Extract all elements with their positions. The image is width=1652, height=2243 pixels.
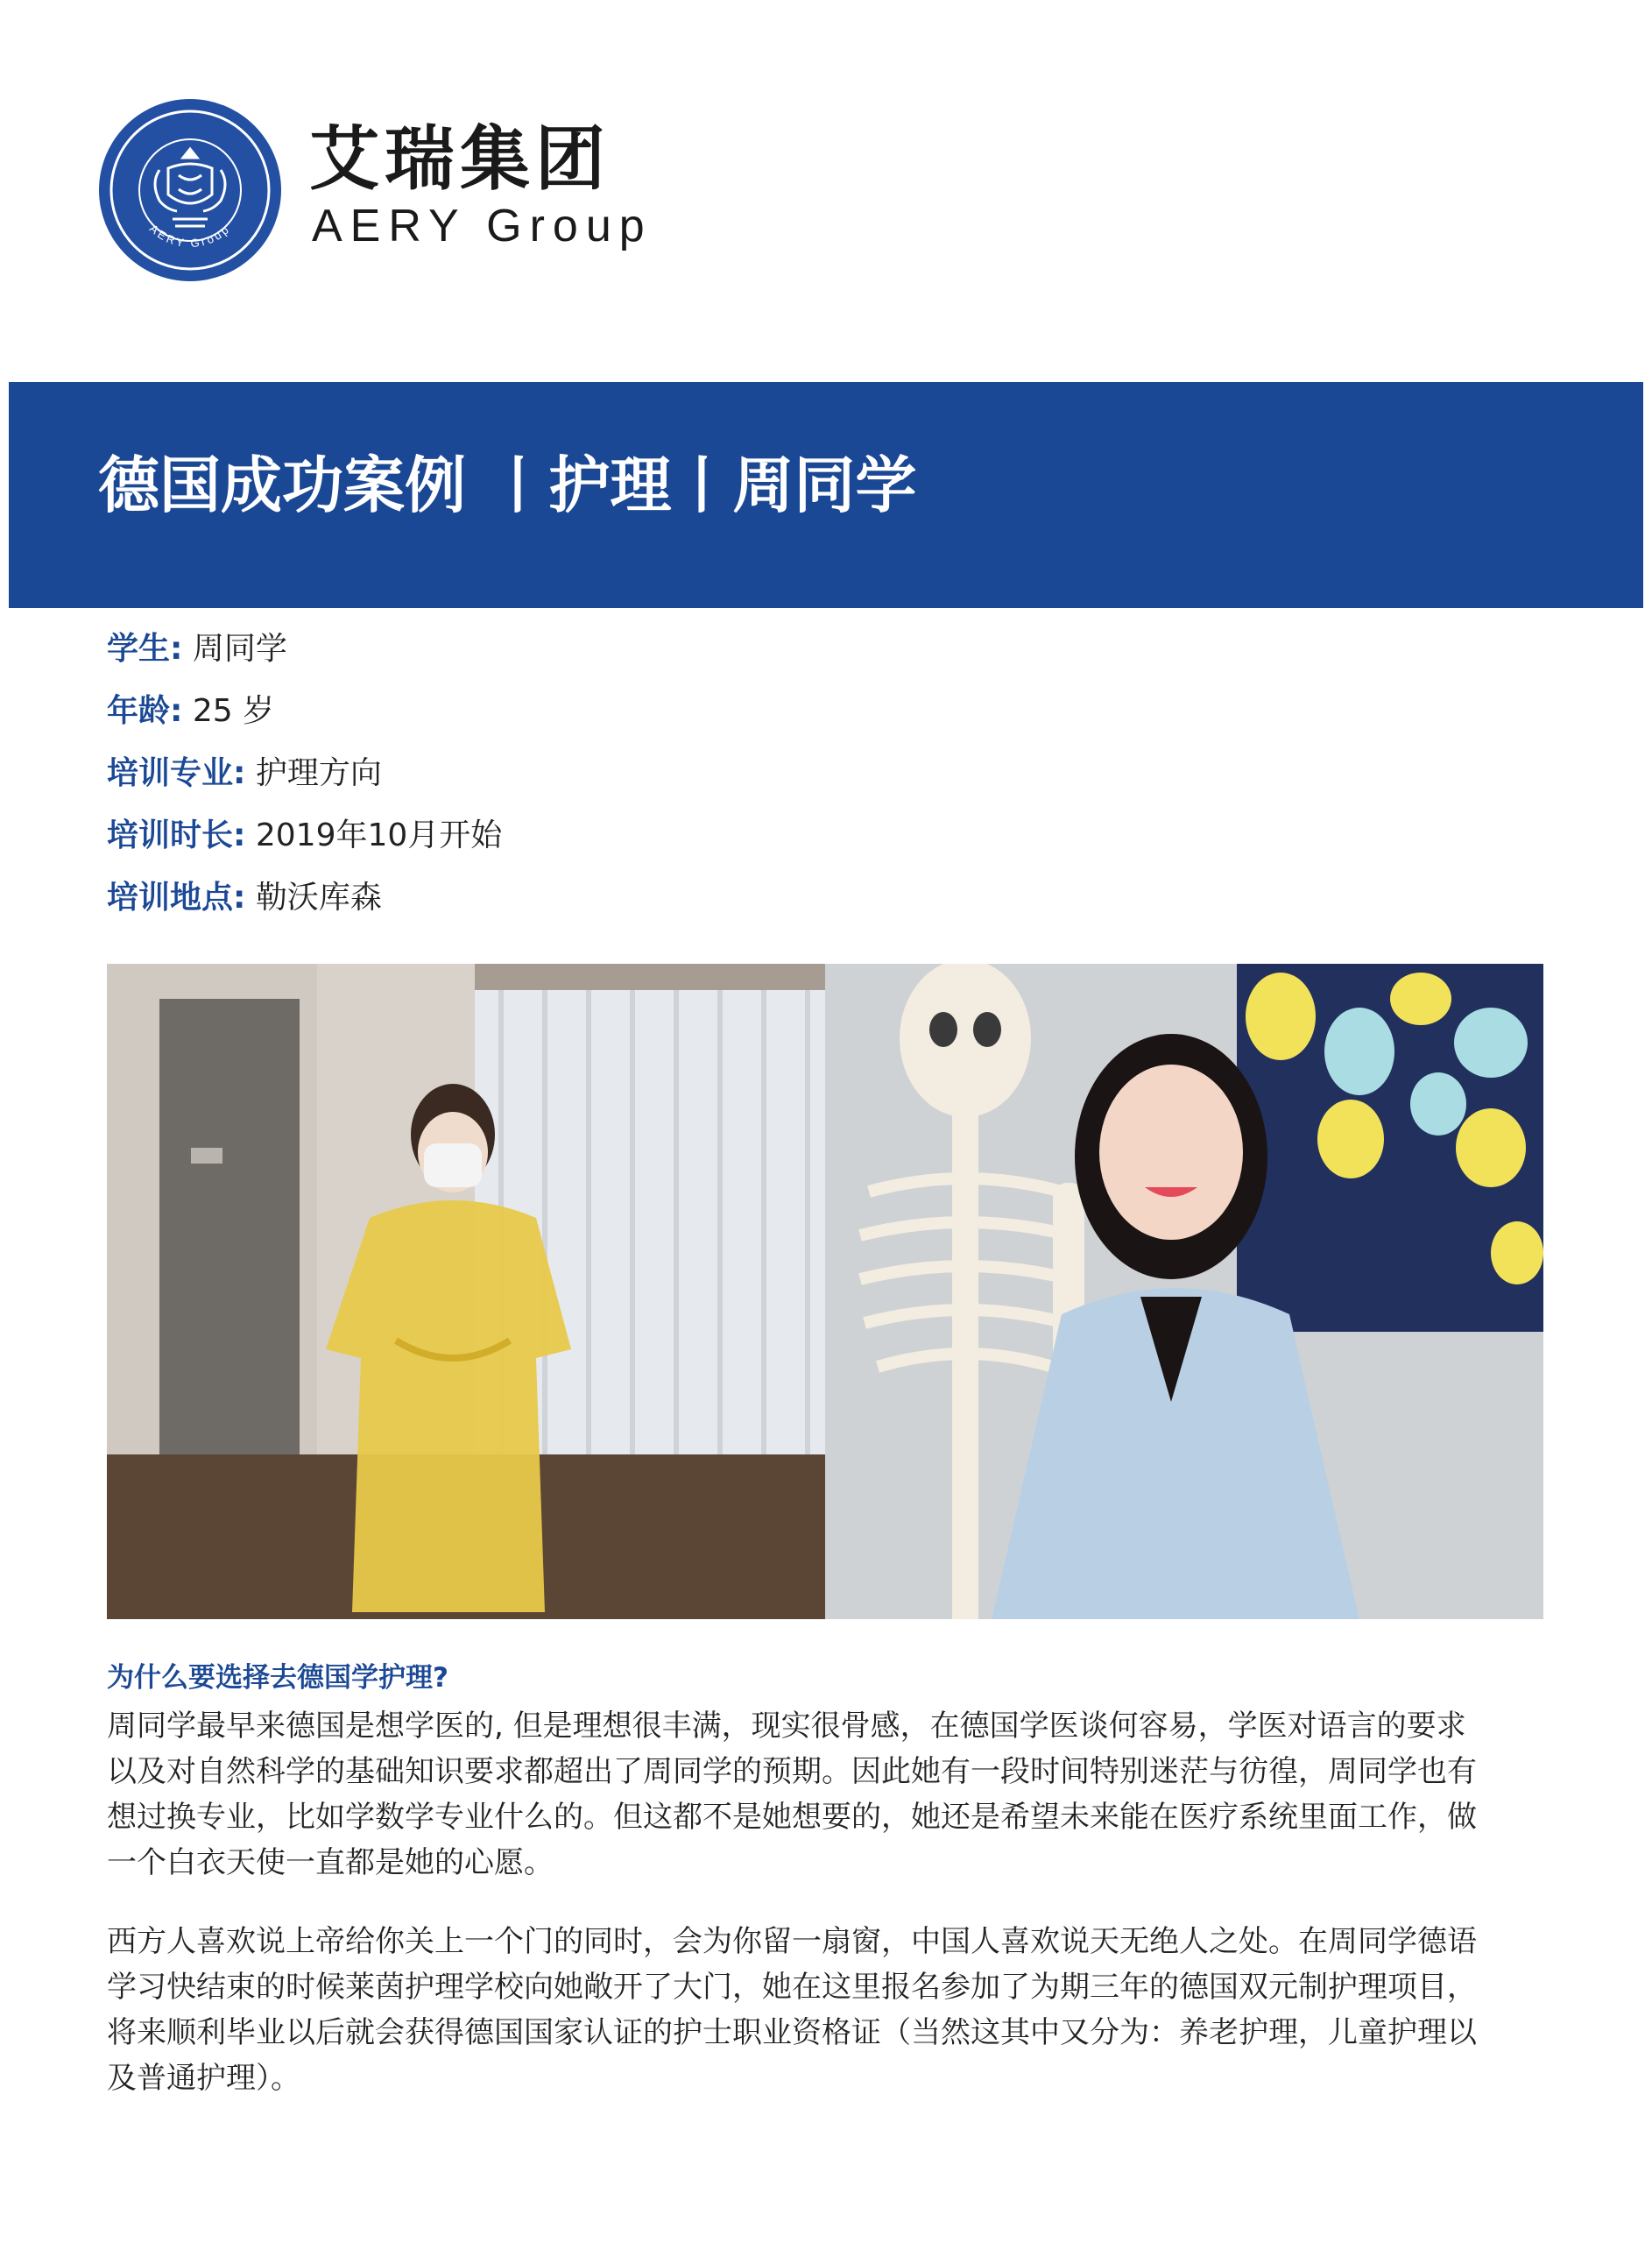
paragraph-line: 学习快结束的时候莱茵护理学校向她敞开了大门，她在这里报名参加了为期三年的德国双元制护理项目， [107,1970,1477,2005]
seal-text: AERY Group [146,222,234,251]
info-row-major [107,752,502,814]
info-label: 培训时长: [107,817,246,853]
info-row-student [107,627,502,690]
paragraph-line: 西方人喜欢说上帝给你关上一个门的同时，会为你留一扇窗，中国人喜欢说天无绝人之处。在周同学德语 [107,1924,1477,1959]
paragraph-1 [107,1703,1543,1886]
paragraph-line: 想过换专业，比如学数学专业什么的。但这都不是她想要的，她还是希望未来能在医疗系统里面工作，做 [107,1800,1477,1835]
info-value: 周同学 [192,631,287,667]
section-heading: 为什么要选择去德国学护理? [107,1662,448,1694]
info-row-duration [107,814,502,876]
paragraph-line: 以及对自然科学的基础知识要求都超出了周同学的预期。因此她有一段时间特别迷茫与彷徨，周同学也有 [107,1754,1477,1789]
info-label: 学生: [107,631,183,667]
brand-name-cn: 艾瑞集团 [309,118,611,200]
info-label: 培训地点: [107,880,246,916]
info-row-age [107,690,502,752]
info-value: 2019年10月开始 [255,817,503,853]
paragraph-line: 周同学最早来德国是想学医的, 但是理想很丰满，现实很骨感，在德国学医谈何容易，学医对语言的要求 [107,1709,1466,1744]
student-with-skeleton-photo [825,964,1543,1619]
paragraph-line: 将来顺利毕业以后就会获得德国国家认证的护士职业资格证（当然这其中又分为：养老护理，儿童护理以 [107,2015,1477,2050]
paragraph-line: 一个白衣天使一直都是她的心愿。 [107,1845,554,1880]
page-title: 德国成功案例 丨护理丨周同学 [98,449,917,521]
info-label: 年龄: [107,693,183,729]
paragraph-line: 及普通护理）。 [107,2061,300,2096]
paragraph-2 [107,1919,1543,2101]
info-label: 培训专业: [107,755,246,791]
info-value: 勒沃库森 [255,880,382,916]
student-in-yellow-gown-photo [107,964,825,1619]
info-value: 护理方向 [255,755,382,791]
info-row-location [107,876,502,938]
brand-name-en: AERY Group [312,201,653,251]
student-info-list [107,627,502,938]
aery-group-logo-seal [98,98,282,282]
student-photos [107,964,1543,1619]
info-value: 25 岁 [192,693,275,729]
